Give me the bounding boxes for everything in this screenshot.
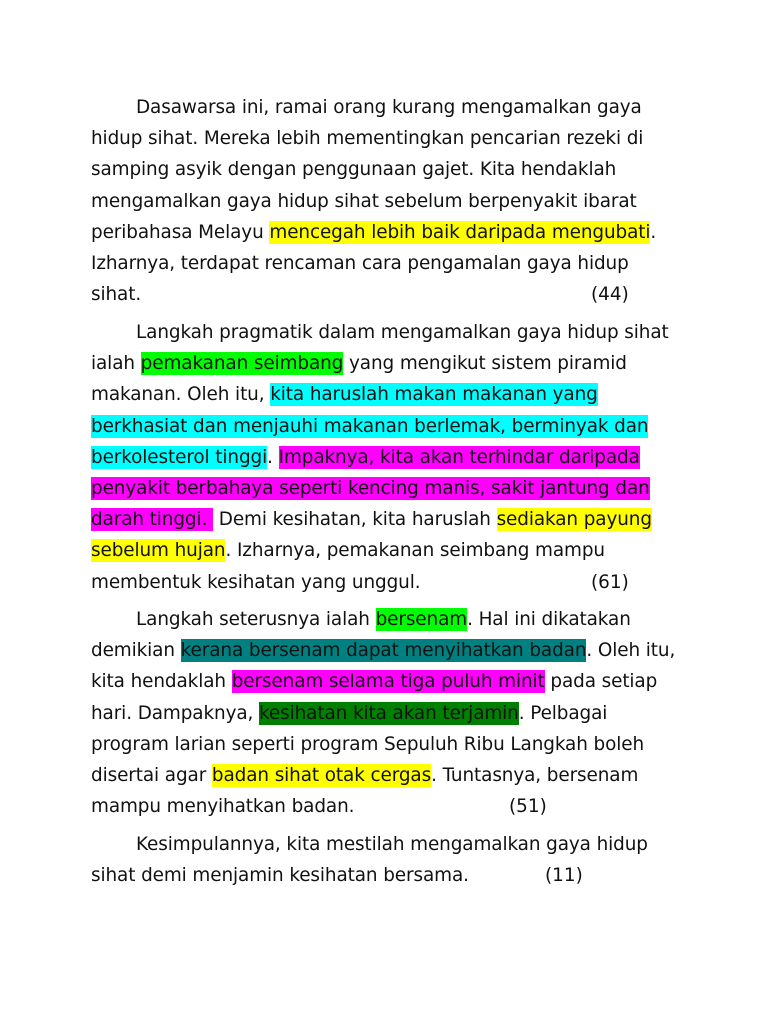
paragraph-line [91, 567, 420, 598]
text-run: ialah [91, 353, 141, 375]
word-count-label: (11) [545, 865, 583, 887]
paragraph-line [91, 698, 607, 729]
paragraph-line [91, 379, 598, 410]
highlighted-phrase: darah tinggi. [91, 509, 214, 531]
text-run: pada setiap [544, 671, 658, 693]
word-count-label: (61) [591, 571, 629, 593]
paragraph-line [91, 860, 469, 891]
highlighted-phrase: Impaknya, kita akan terhindar daripada [278, 446, 640, 468]
paragraph-line [136, 317, 669, 348]
text-run: mengamalkan gaya hidup sihat sebelum berpenyakit ibarat [91, 190, 637, 212]
highlighted-phrase: kerana bersenam dapat menyihatkan badan [180, 640, 587, 662]
paragraph-line [91, 535, 605, 566]
paragraph-line [91, 666, 657, 697]
paragraph-line [91, 279, 141, 310]
paragraph-line [91, 123, 643, 154]
text-run: Langkah seterusnya ialah [136, 609, 376, 630]
text-run: . [650, 221, 657, 243]
highlighted-phrase: penyakit berbahaya seperti kencing manis, sakit jantung dan [91, 478, 650, 499]
text-run: demikian [91, 640, 181, 662]
paragraph-line [91, 348, 627, 379]
highlighted-phrase: kesihatan kita akan terjamin [259, 702, 519, 724]
highlighted-phrase: kita haruslah makan makanan yang [270, 384, 598, 406]
paragraph-line [91, 760, 638, 791]
paragraph-line [91, 442, 640, 473]
highlighted-phrase: badan sihat otak cergas [211, 765, 432, 786]
text-run: disertai agar [91, 765, 212, 786]
text-run: . Pelbagai [518, 702, 608, 724]
paragraph-line [91, 791, 354, 822]
text-run: . Izharnya, pemakanan seimbang mampu [225, 540, 605, 562]
paragraph-line [91, 635, 675, 666]
text-run: Langkah pragmatik dalam mengamalkan gaya hidup sihat [136, 322, 669, 343]
paragraph-line [91, 186, 637, 217]
text-run: yang mengikut sistem piramid [343, 353, 627, 375]
text-run: . [267, 446, 279, 468]
paragraph-line [91, 248, 629, 279]
paragraph-line [136, 829, 648, 860]
paragraph-line [91, 217, 656, 248]
text-run: makanan. Oleh itu, [91, 384, 271, 406]
paragraph-line [91, 729, 644, 760]
text-run: sihat demi menjamin kesihatan bersama. [91, 865, 469, 887]
text-run: hidup sihat. Mereka lebih mementingkan pencarian rezeki di [91, 128, 644, 150]
highlighted-phrase: mencegah lebih baik daripada mengubati [269, 221, 651, 243]
text-run: samping asyik dengan penggunaan gajet. Kita hendaklah [91, 159, 617, 181]
highlighted-phrase: berkhasiat dan menjauhi makanan berlemak, berminyak dan [91, 415, 649, 437]
text-run: sihat. [91, 284, 142, 306]
text-run: program larian seperti program Sepuluh Ribu Langkah boleh [91, 733, 645, 755]
text-run: Kesimpulannya, kita mestilah mengamalkan gaya hidup [136, 834, 648, 855]
paragraph-line [91, 473, 650, 504]
paragraph-line [91, 504, 652, 535]
text-run: mampu menyihatkan badan. [91, 796, 355, 818]
word-count-label: (44) [591, 284, 629, 306]
text-run: kita hendaklah [91, 671, 232, 693]
highlighted-phrase: bersenam selama tiga puluh minit [231, 671, 545, 693]
highlighted-phrase: berkolesterol tinggi [91, 446, 268, 468]
paragraph-line [136, 604, 631, 635]
paragraph-line [136, 92, 642, 123]
paragraph-line [91, 411, 648, 442]
highlighted-phrase: sebelum hujan [91, 540, 226, 562]
text-run: hari. Dampaknya, [91, 702, 260, 724]
highlighted-phrase: pemakanan seimbang [140, 353, 344, 375]
highlighted-phrase: sediakan payung [496, 509, 652, 531]
text-run: Izharnya, terdapat rencaman cara pengamalan gaya hidup [91, 253, 629, 274]
text-run: membentuk kesihatan yang unggul. [91, 571, 421, 593]
text-run: peribahasa Melayu [91, 221, 270, 243]
word-count-label: (51) [509, 796, 547, 818]
highlighted-phrase: bersenam [375, 609, 468, 630]
text-run: . Hal ini dikatakan [467, 609, 631, 630]
paragraph-line [91, 154, 616, 185]
text-run: . Oleh itu, [586, 640, 676, 662]
text-run: . Tuntasnya, bersenam [431, 765, 639, 786]
text-run: Dasawarsa ini, ramai orang kurang mengamalkan gaya [136, 97, 642, 118]
text-run: Demi kesihatan, kita haruslah [213, 509, 497, 531]
